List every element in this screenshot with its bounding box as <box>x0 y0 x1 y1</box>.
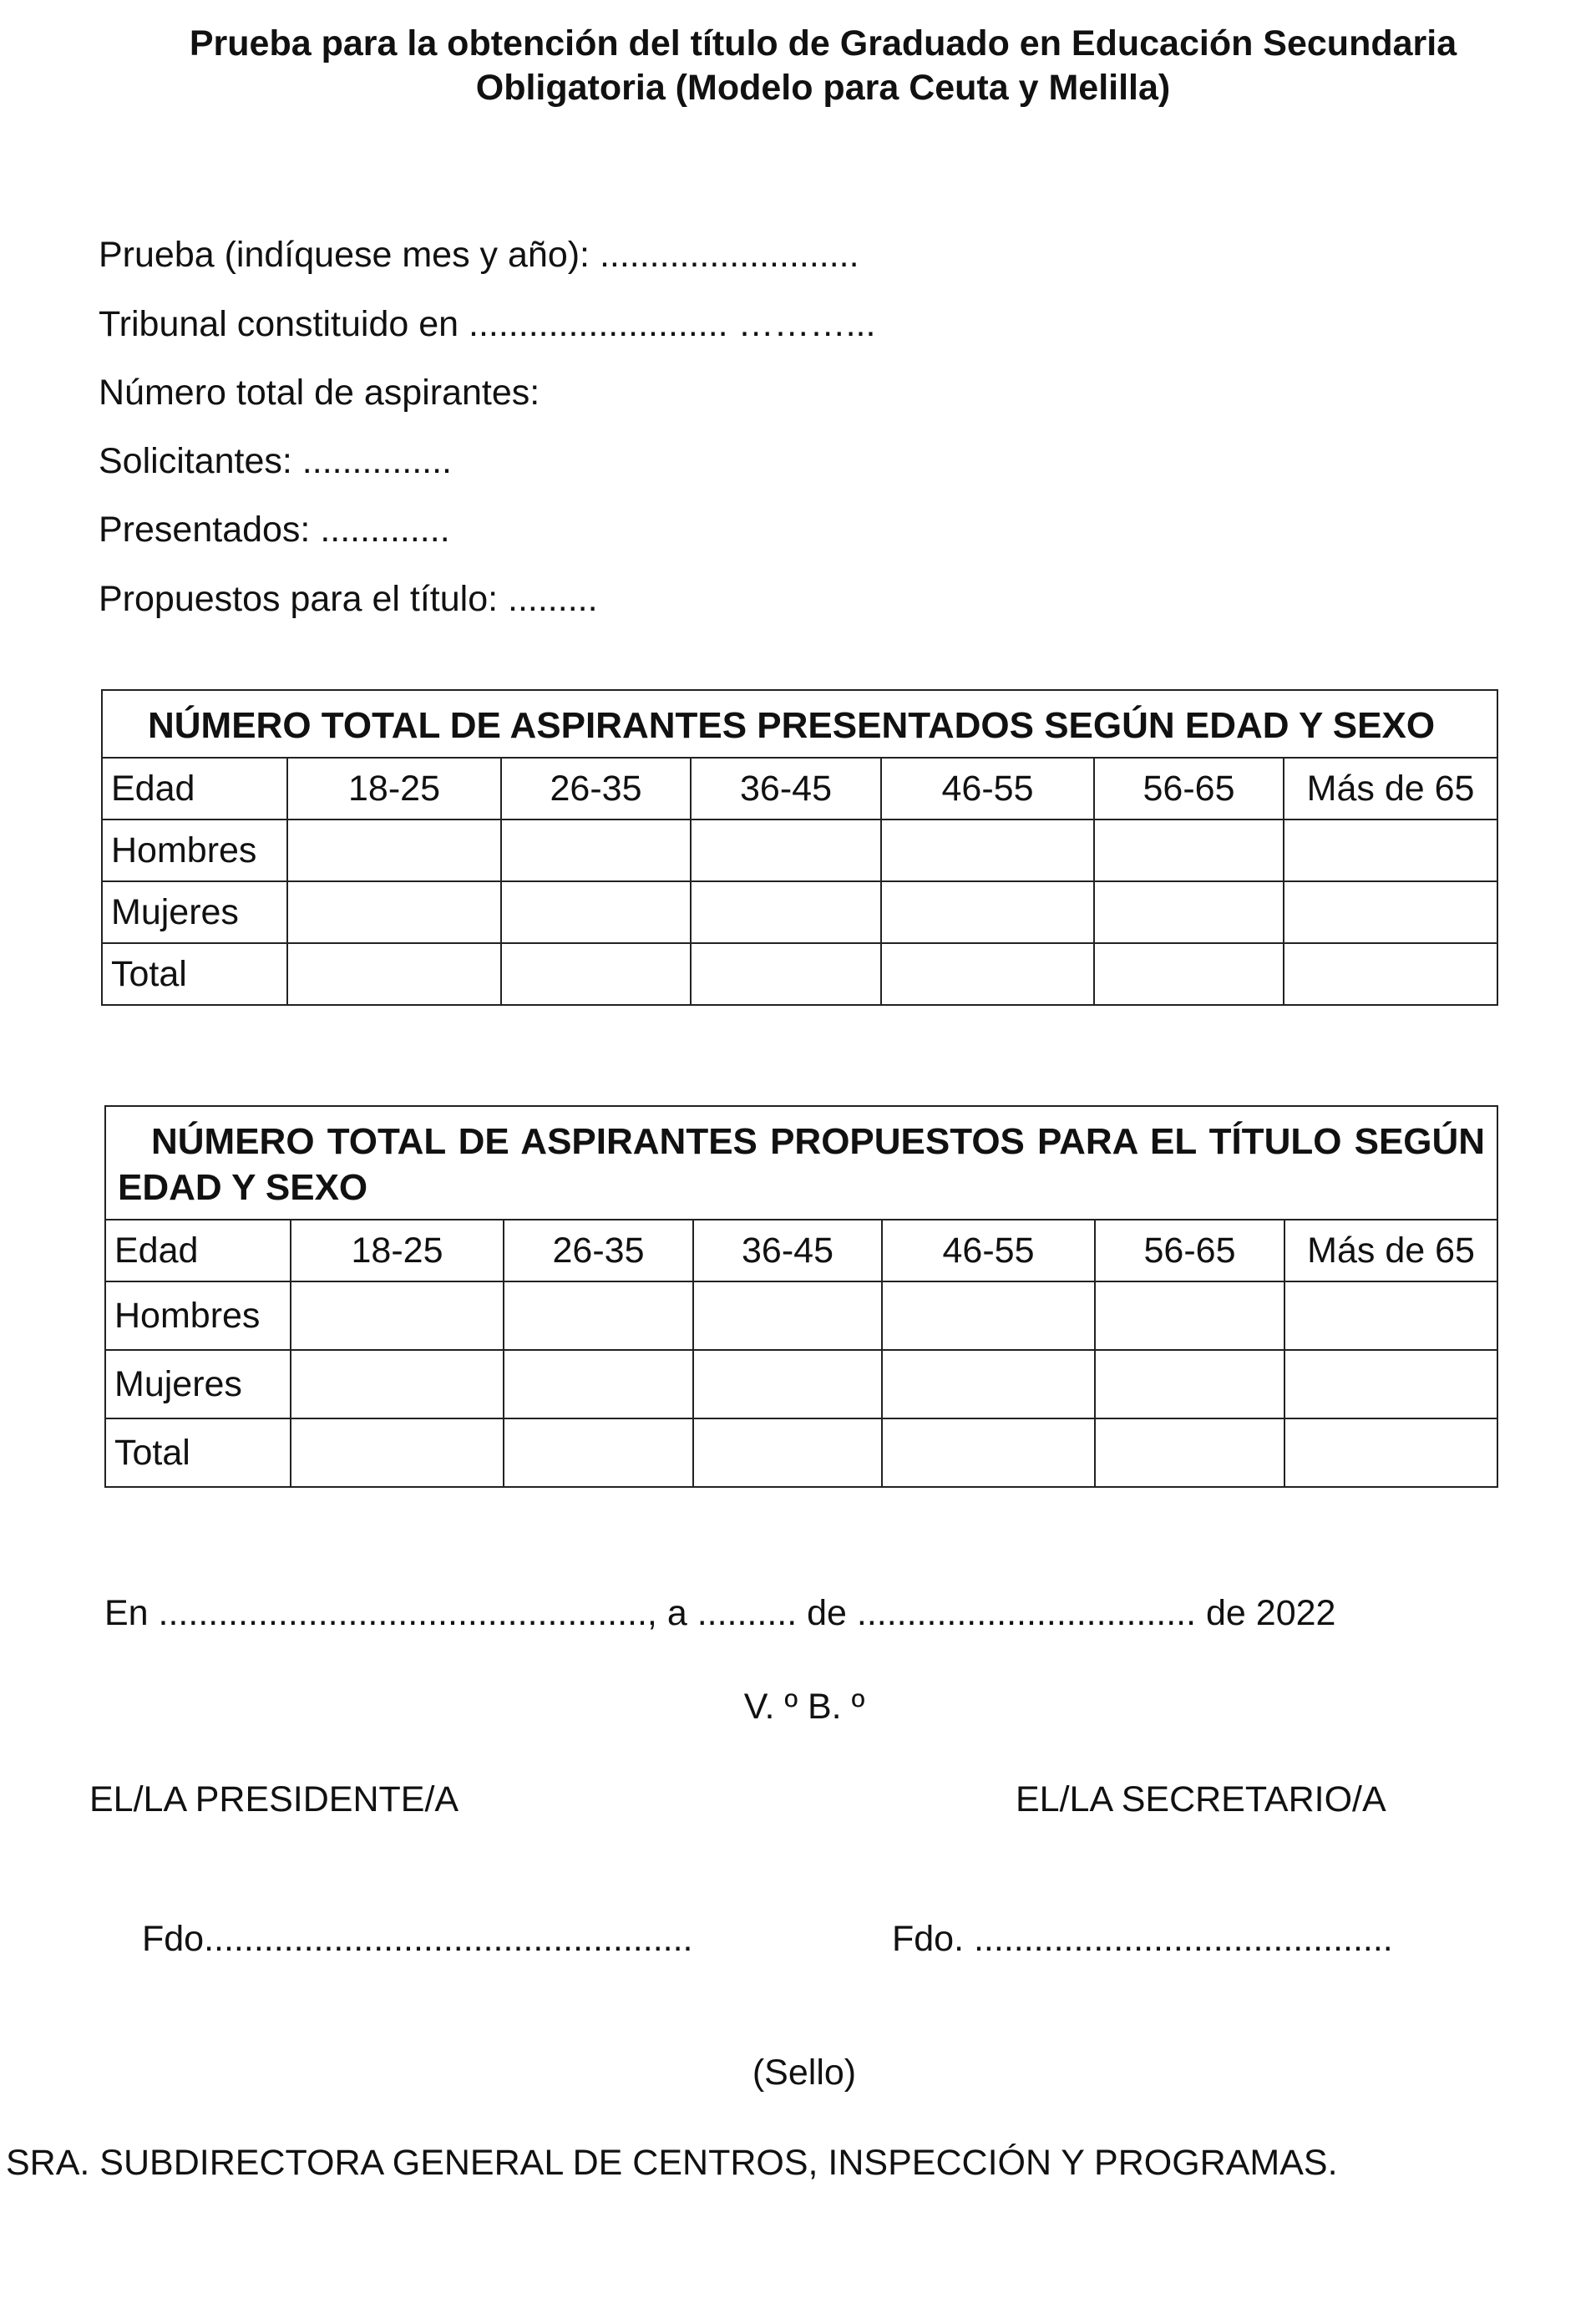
table-cell[interactable] <box>881 943 1094 1005</box>
row-label: Hombres <box>105 1281 291 1350</box>
row-label: Hombres <box>102 820 287 881</box>
table-cell[interactable] <box>693 1281 882 1350</box>
table-cell[interactable] <box>1094 943 1284 1005</box>
table-cell[interactable] <box>1284 1350 1497 1418</box>
table-row <box>105 1418 1497 1487</box>
addressee: SRA. SUBDIRECTORA GENERAL DE CENTROS, INSPECCIÓN Y PROGRAMAS. <box>6 2143 1338 2183</box>
table-cell[interactable] <box>501 820 691 881</box>
field-prueba[interactable] <box>99 233 859 277</box>
table-cell[interactable] <box>1284 1281 1497 1350</box>
table-cell[interactable] <box>882 1281 1095 1350</box>
row-label: Mujeres <box>102 881 287 943</box>
table-row <box>105 1350 1497 1418</box>
column-header: Edad <box>102 758 287 820</box>
column-header: Edad <box>105 1220 291 1281</box>
field-propuestos-value[interactable]: ......... <box>508 579 598 619</box>
field-solicitantes-value[interactable]: ............... <box>301 441 452 481</box>
column-header: 18-25 <box>287 758 501 820</box>
table-cell[interactable] <box>881 881 1094 943</box>
fdo-secretario-field[interactable]: Fdo. .......................................... <box>892 1919 1393 1959</box>
table-row <box>102 943 1497 1005</box>
field-numero-total-label: Número total de aspirantes: <box>99 373 540 413</box>
document-title-line-2: Obligatoria (Modelo para Ceuta y Melilla) <box>475 68 1171 108</box>
table-presentados-heading: NÚMERO TOTAL DE ASPIRANTES PRESENTADOS SEGÚN EDAD Y SEXO <box>102 690 1497 758</box>
table-cell[interactable] <box>501 943 691 1005</box>
column-header: Más de 65 <box>1284 758 1497 820</box>
column-header: 46-55 <box>881 758 1094 820</box>
fdo-presidente-field[interactable]: Fdo................................................. <box>142 1919 693 1959</box>
table-cell[interactable] <box>504 1350 693 1418</box>
field-tribunal-value[interactable]: .......................... ………... <box>469 304 876 344</box>
table-cell[interactable] <box>291 1350 504 1418</box>
field-tribunal[interactable] <box>99 302 875 346</box>
table-cell[interactable] <box>287 943 501 1005</box>
table-cell[interactable] <box>882 1418 1095 1487</box>
table-cell[interactable] <box>504 1418 693 1487</box>
column-header: 26-35 <box>504 1220 693 1281</box>
column-header: 56-65 <box>1094 758 1284 820</box>
field-prueba-value[interactable]: .......................... <box>599 235 859 275</box>
column-header: Más de 65 <box>1284 1220 1497 1281</box>
table-cell[interactable] <box>291 1418 504 1487</box>
table-cell[interactable] <box>691 820 881 881</box>
table-cell[interactable] <box>881 820 1094 881</box>
table-propuestos <box>104 1105 1498 1488</box>
field-presentados[interactable] <box>99 508 450 551</box>
field-numero-total <box>99 371 540 414</box>
table-header-row <box>105 1220 1497 1281</box>
table-cell[interactable] <box>287 881 501 943</box>
table-cell[interactable] <box>1284 820 1497 881</box>
table-presentados <box>101 689 1498 1006</box>
sello-label: (Sello) <box>752 2053 857 2093</box>
column-header: 36-45 <box>691 758 881 820</box>
table-header-row <box>102 758 1497 820</box>
table-cell[interactable] <box>691 943 881 1005</box>
document-title-line-1: Prueba para la obtención del título de Graduado en Educación Secundaria <box>189 23 1457 63</box>
table-row <box>105 1281 1497 1350</box>
field-prueba-label: Prueba (indíquese mes y año): <box>99 235 590 275</box>
field-presentados-value[interactable]: ............. <box>320 510 450 550</box>
presidente-label: EL/LA PRESIDENTE/A <box>89 1779 459 1819</box>
place-date-line[interactable]: En ................................................., a .......... de .................................. de 2022 <box>104 1593 1336 1633</box>
table-cell[interactable] <box>1095 1350 1284 1418</box>
table-cell[interactable] <box>882 1350 1095 1418</box>
row-label: Total <box>105 1418 291 1487</box>
field-tribunal-label: Tribunal constituido en <box>99 304 459 344</box>
field-solicitantes[interactable] <box>99 439 452 483</box>
table-cell[interactable] <box>1284 943 1497 1005</box>
document-title <box>0 22 1596 110</box>
table-cell[interactable] <box>1284 1418 1497 1487</box>
column-header: 18-25 <box>291 1220 504 1281</box>
table-cell[interactable] <box>693 1350 882 1418</box>
visto-bueno: V. º B. º <box>743 1687 865 1727</box>
field-propuestos[interactable] <box>99 577 598 621</box>
table-cell[interactable] <box>691 881 881 943</box>
table-cell[interactable] <box>1095 1418 1284 1487</box>
column-header: 46-55 <box>882 1220 1095 1281</box>
row-label: Total <box>102 943 287 1005</box>
table-cell[interactable] <box>1284 881 1497 943</box>
field-presentados-label: Presentados: <box>99 510 311 550</box>
secretario-label: EL/LA SECRETARIO/A <box>1016 1779 1386 1819</box>
table-cell[interactable] <box>1094 820 1284 881</box>
table-row <box>102 881 1497 943</box>
table-cell[interactable] <box>291 1281 504 1350</box>
table-propuestos-heading: NÚMERO TOTAL DE ASPIRANTES PROPUESTOS PARA EL TÍTULO SEGÚN EDAD Y SEXO <box>105 1106 1497 1220</box>
field-solicitantes-label: Solicitantes: <box>99 441 292 481</box>
table-row <box>102 820 1497 881</box>
field-propuestos-label: Propuestos para el título: <box>99 579 499 619</box>
table-cell[interactable] <box>501 881 691 943</box>
table-cell[interactable] <box>1094 881 1284 943</box>
table-cell[interactable] <box>504 1281 693 1350</box>
table-cell[interactable] <box>287 820 501 881</box>
row-label: Mujeres <box>105 1350 291 1418</box>
column-header: 56-65 <box>1095 1220 1284 1281</box>
column-header: 36-45 <box>693 1220 882 1281</box>
column-header: 26-35 <box>501 758 691 820</box>
table-cell[interactable] <box>1095 1281 1284 1350</box>
table-cell[interactable] <box>693 1418 882 1487</box>
